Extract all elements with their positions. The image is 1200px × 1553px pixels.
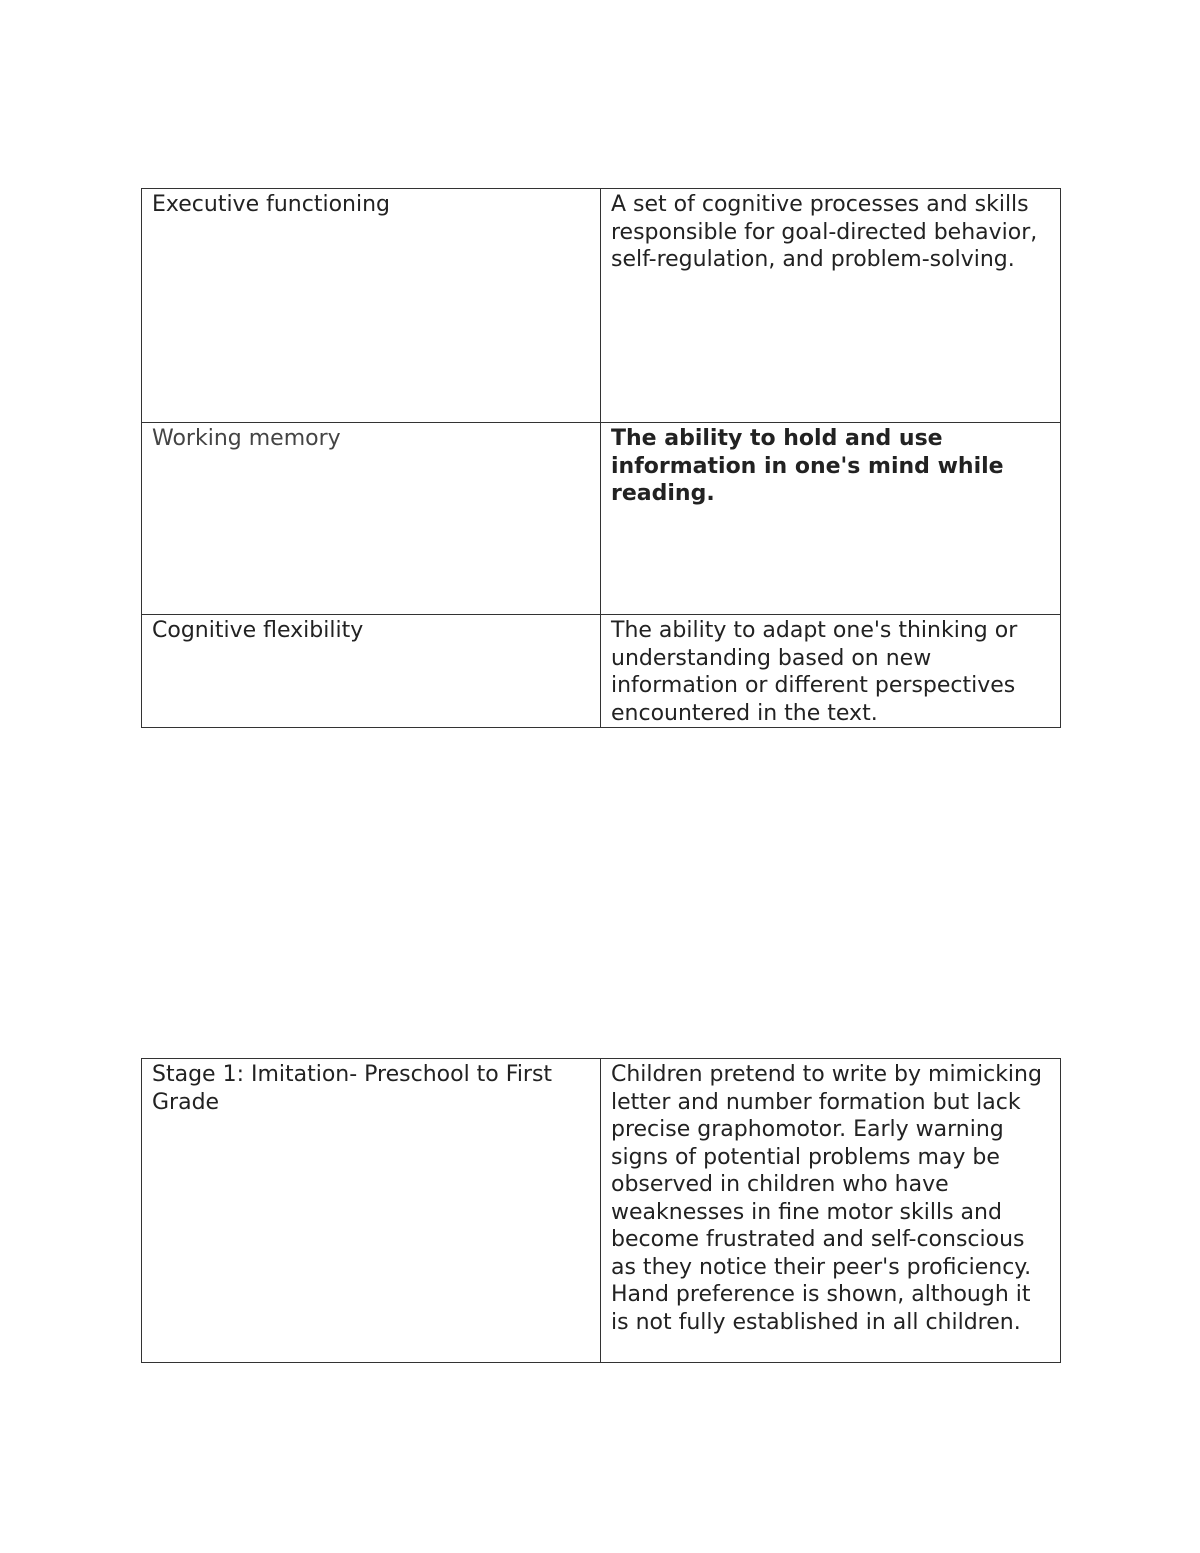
term-cell: Working memory [142, 423, 601, 615]
term-cell: Cognitive flexibility [142, 615, 601, 728]
table-row [142, 1059, 1061, 1363]
table-row [142, 615, 1061, 728]
table-row [142, 189, 1061, 423]
terms-table [141, 188, 1061, 728]
table-row [142, 423, 1061, 615]
stage-description-cell: Children pretend to write by mimicking letter and number formation but lack precise graphomotor. Early warning signs of potential problems may be observed in children who have weaknesses in fine motor skills and become frustrated and self-conscious as they notice their peer's proficiency. Hand preference is shown, although it is not fully established in all children. [601, 1059, 1061, 1363]
term-cell: Executive functioning [142, 189, 601, 423]
definition-cell: The ability to hold and use information in one's mind while reading. [601, 423, 1061, 615]
definition-cell: A set of cognitive processes and skills responsible for goal-directed behavior, self-regulation, and problem-solving. [601, 189, 1061, 423]
definition-cell: The ability to adapt one's thinking or understanding based on new information or different perspectives encountered in the text. [601, 615, 1061, 728]
stages-table [141, 1058, 1061, 1363]
stage-cell: Stage 1: Imitation- Preschool to First Grade [142, 1059, 601, 1363]
